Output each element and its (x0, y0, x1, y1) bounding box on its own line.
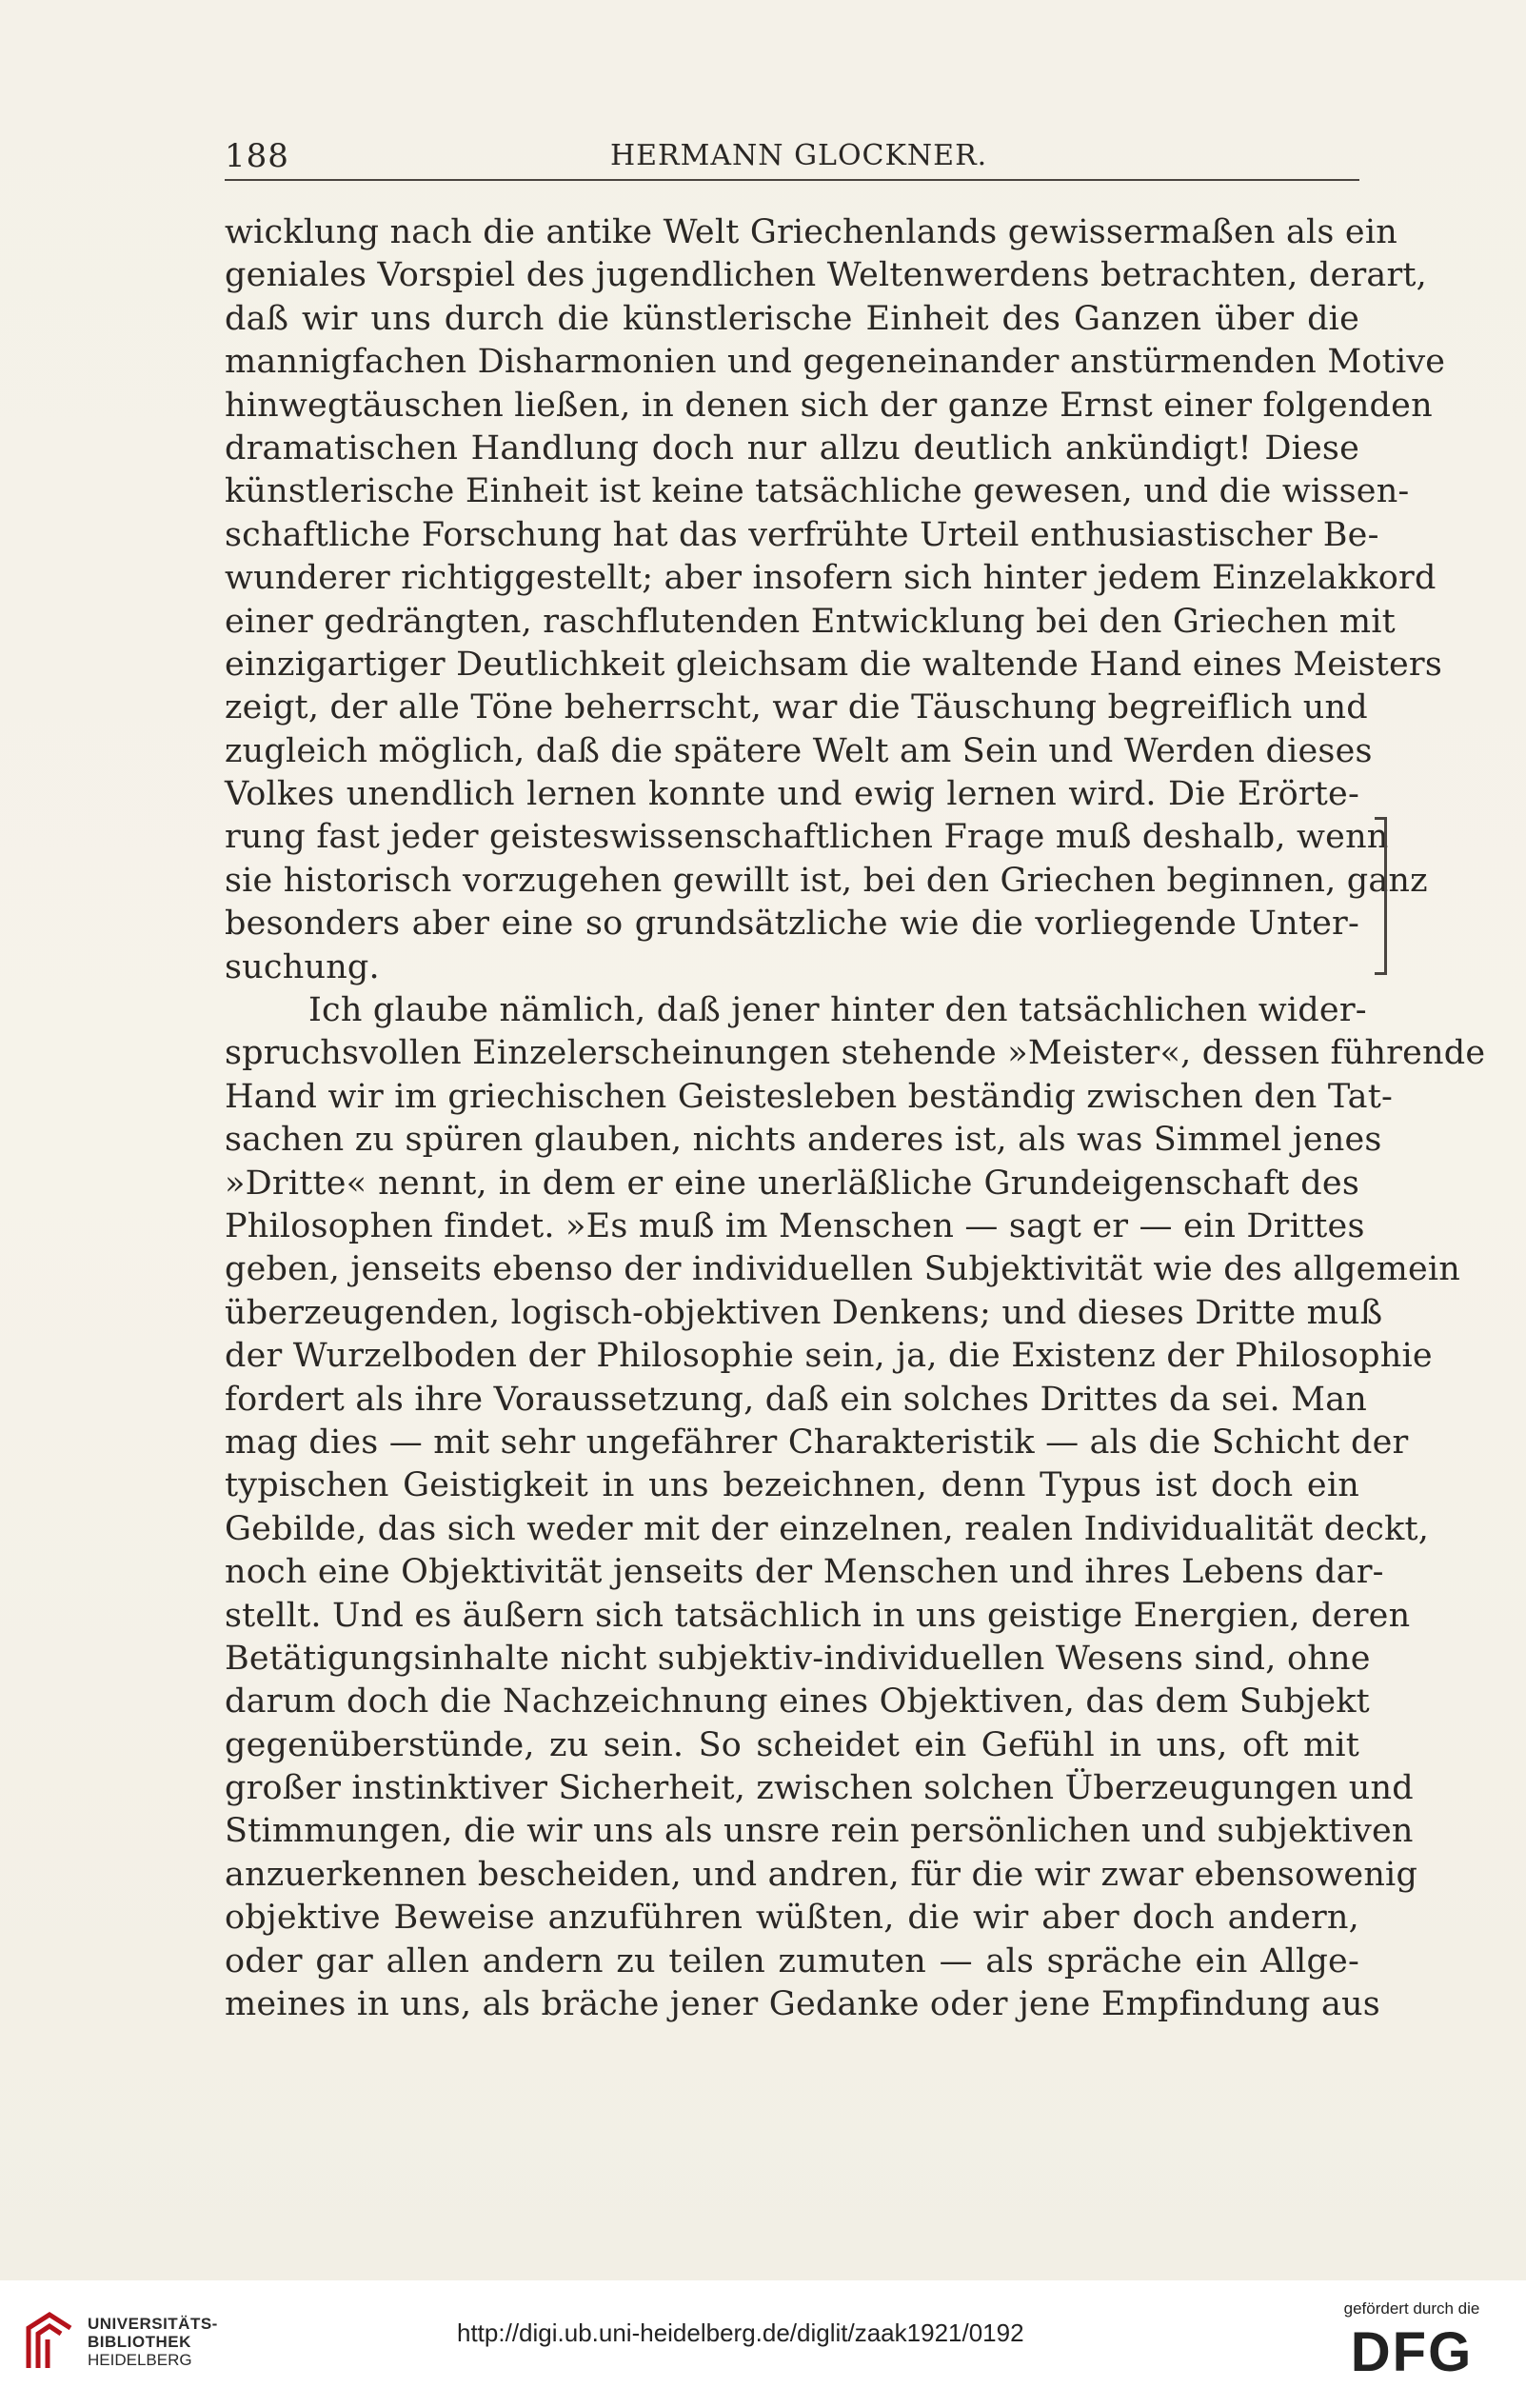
viewer-footer (0, 2280, 1526, 2408)
text-line: noch eine Objektivität jenseits der Menschen und ihres Lebens dar- (225, 1553, 1384, 1592)
text-line: der Wurzelboden der Philosophie sein, ja, die Existenz der Philosophie (225, 1337, 1433, 1376)
text-line: »Dritte« nennt, in dem er eine unerläßliche Grundeigenschaft des (225, 1164, 1359, 1203)
page-header (225, 133, 1359, 181)
text-line: meines in uns, als bräche jener Gedanke oder jene Empfindung aus (225, 1985, 1380, 2024)
running-head: HERMANN GLOCKNER. (610, 139, 988, 172)
text-line: oder gar allen andern zu teilen zumuten — als spräche ein Allge- (225, 1941, 1359, 1980)
text-line: überzeugenden, logisch-objektiven Denkens; und dieses Dritte muß (225, 1293, 1383, 1332)
library-line: HEIDELBERG (88, 2351, 192, 2369)
text-line: schaftliche Forschung hat das verfrühte Urteil enthusiastischer Be- (225, 515, 1379, 554)
text-line: geben, jenseits ebenso der individuellen Subjektivität wie des allgemein (225, 1250, 1461, 1289)
text-line: anzuerkennen bescheiden, und andren, für die wir zwar ebensowenig (225, 1855, 1418, 1894)
text-line: suchung. (225, 947, 380, 986)
text-line: wunderer richtiggestellt; aber insofern sich hinter jedem Einzelakkord (225, 559, 1437, 598)
margin-bracket (1375, 817, 1387, 975)
text-line: einzigartiger Deutlichkeit gleichsam die waltende Hand eines Meisters (225, 645, 1443, 684)
paragraph (225, 989, 1486, 2026)
funder-label: gefördert durch die (1343, 2299, 1480, 2318)
text-line: besonders aber eine so grundsätzliche wie die vorliegende Unter- (225, 905, 1359, 944)
permalink-url[interactable]: http://digi.ub.uni-heidelberg.de/diglit/zaak1921/0192 (457, 2318, 1024, 2347)
text-line: hinwegtäuschen ließen, in denen sich der ganze Ernst einer folgenden (225, 386, 1433, 425)
text-line: wicklung nach die antike Welt Griechenlands gewissermaßen als ein (225, 213, 1397, 251)
text-line: mag dies — mit sehr ungefährer Charakteristik — als die Schicht der (225, 1423, 1409, 1462)
text-line: gegenüberstünde, zu sein. So scheidet ein Gefühl in uns, oft mit (225, 1725, 1359, 1764)
text-line: zugleich möglich, daß die spätere Welt am Sein und Werden dieses (225, 731, 1373, 770)
paragraph (225, 211, 1446, 989)
text-line: Betätigungsinhalte nicht subjektiv-individuellen Wesens sind, ohne (225, 1639, 1371, 1678)
text-line: stellt. Und es äußern sich tatsächlich in uns geistige Energien, deren (225, 1596, 1411, 1635)
page-number: 188 (225, 137, 289, 175)
text-line: Ich glaube nämlich, daß jener hinter den tatsächlichen wider- (308, 991, 1367, 1030)
text-line: geniales Vorspiel des jugendlichen Weltenwerdens betrachten, derart, (225, 256, 1427, 295)
library-name (88, 2315, 218, 2369)
text-line: Philosophen findet. »Es muß im Menschen — sagt er — ein Drittes (225, 1206, 1365, 1245)
text-line: großer instinktiver Sicherheit, zwischen solchen Überzeugungen und (225, 1769, 1414, 1808)
funder-block (1326, 2299, 1497, 2381)
text-line: spruchsvollen Einzelerscheinungen stehende »Meister«, dessen führende (225, 1034, 1486, 1073)
text-line: Gebilde, das sich weder mit der einzelnen, realen Individualität deckt, (225, 1509, 1430, 1548)
dfg-logo: DFG (1350, 2321, 1474, 2383)
library-line: UNIVERSITÄTS- (88, 2315, 218, 2333)
text-line: mannigfachen Disharmonien und gegeneinander anstürmenden Motive (225, 343, 1446, 382)
text-line: sie historisch vorzugehen gewillt ist, bei den Griechen beginnen, ganz (225, 861, 1428, 900)
text-line: dramatischen Handlung doch nur allzu deutlich ankündigt! Diese (225, 428, 1359, 468)
body-text (225, 211, 1486, 2026)
text-line: einer gedrängten, raschflutenden Entwicklung bei den Griechen mit (225, 602, 1396, 641)
text-line: rung fast jeder geisteswissenschaftlichen Frage muß deshalb, wenn (225, 818, 1389, 857)
text-line: Volkes unendlich lernen konnte und ewig lernen wird. Die Erörte- (225, 775, 1359, 814)
text-line: fordert als ihre Voraussetzung, daß ein solches Drittes da sei. Man (225, 1380, 1367, 1419)
text-line: typischen Geistigkeit in uns bezeichnen, denn Typus ist doch ein (225, 1466, 1359, 1505)
library-line: BIBLIOTHEK (88, 2333, 191, 2351)
text-line: darum doch die Nachzeichnung eines Objektiven, das dem Subjekt (225, 1682, 1370, 1721)
library-logo-icon (21, 2309, 78, 2376)
text-line: Hand wir im griechischen Geistesleben beständig zwischen den Tat- (225, 1077, 1394, 1116)
text-line: objektive Beweise anzuführen wüßten, die wir aber doch andern, (225, 1899, 1359, 1938)
text-line: sachen zu spüren glauben, nichts anderes ist, als was Simmel jenes (225, 1121, 1382, 1160)
text-line: Stimmungen, die wir uns als unsre rein persönlichen und subjektiven (225, 1812, 1414, 1851)
text-line: künstlerische Einheit ist keine tatsächliche gewesen, und die wissen- (225, 472, 1410, 511)
text-line: zeigt, der alle Töne beherrscht, war die Täuschung begreiflich und (225, 688, 1368, 727)
text-line: daß wir uns durch die künstlerische Einheit des Ganzen über die (225, 299, 1359, 338)
